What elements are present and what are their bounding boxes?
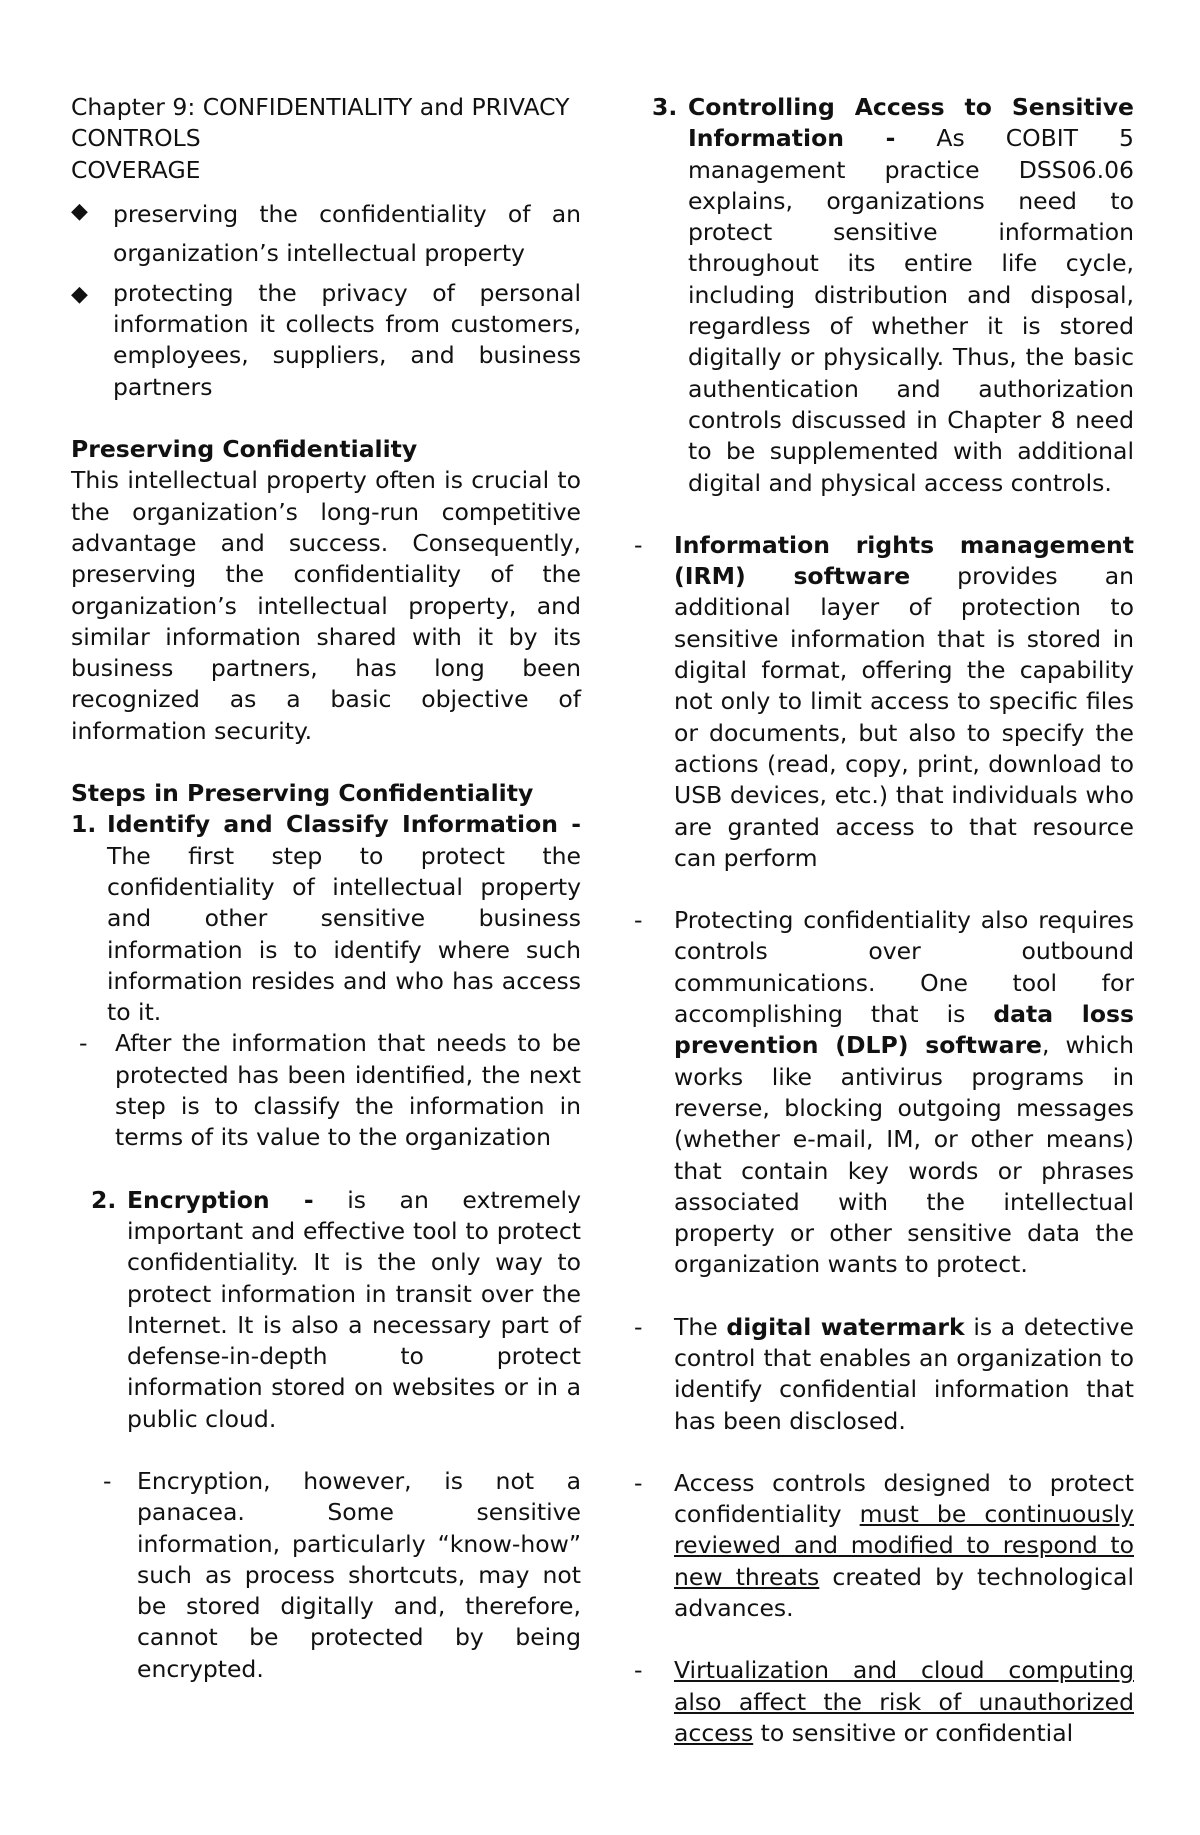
left-column [71,92,581,1685]
access-text-pre: Access controls designed to protect confidentiality [674,1468,1134,1529]
bullet-text: protecting the privacy of personal information it collects from customers, employees, suppliers, and business partners [113,278,581,401]
dash-bullet: - [634,906,643,935]
diamond-bullet-icon: ◆ [71,281,88,307]
step-number: 2. [91,1185,117,1214]
dash-bullet: - [634,1656,643,1685]
dash-bullet: - [79,1029,88,1058]
coverage-label: COVERAGE [71,155,201,184]
dash-item [634,1468,1134,1624]
bullet-text: preserving the confidentiality of an organization’s intellectual property [113,199,581,268]
watermark-text-pre: The [674,1312,718,1341]
step-item [71,809,581,1028]
access-underlined-text: must be continuously reviewed and modified to respond to new threats [674,1500,1134,1591]
dash-bullet: - [634,1468,643,1497]
dash-item [71,1466,581,1685]
dash-text: After the information that needs to be protected has been identified, the next step is to classify the information in terms of its value to the organization [115,1029,581,1152]
dlp-term: data loss prevention (DLP) software [674,1000,1134,1060]
step-text: is an extremely important and effective tool to protect confidentiality. It is the only way to protect information in transit over the Internet. It is also a necessary part of defense-in-depth to protect information stored on websites or in a public cloud. [127,1185,581,1433]
step-text: The first step to protect the confidentiality of intellectual property and other sensitive business information is to identify where such information resides and who has access to it. [107,841,581,1027]
irm-term: Information rights management (IRM) software [674,530,1134,591]
dash-text: Encryption, however, is not a panacea. Some sensitive information, particularly “know-how” such as process shortcuts, may not be stored digitally and, therefore, cannot be protected by being encrypted. [137,1466,581,1683]
virtualization-text-post: to sensitive or confidential [760,1718,1074,1747]
step-title: Identify and Classify Information - [107,810,581,839]
step-number: 1. [71,810,97,839]
dlp-text-post: , which works like antivirus programs in reverse, blocking outgoing messages (whether e-mail, IM, or other means) that contain key words or phrases associated with the intellectual property or other sensitive data the organization wants to protect. [674,1031,1135,1279]
step-number: 3. [652,93,678,121]
dash-item [634,1312,1134,1437]
watermark-text-post: is a detective control that enables an organization to identify confidential information that has been disclosed. [674,1312,1134,1435]
dash-item [634,1655,1134,1749]
step-title: Encryption - [127,1185,314,1214]
step-title: Controlling Access to Sensitive Information - [688,93,1134,153]
step-text: As COBIT 5 management practice DSS06.06 explains, organizations need to protect sensitive information throughout its entire life cycle, including distribution and disposal, regardless of whether it is stored digitally or physically. Thus, the basic authentication and authorization controls discussed in Chapter 8 need to be supplemented with additional digital and physical access controls. [688,124,1134,497]
dash-bullet: - [634,530,643,559]
section-heading: Steps in Preserving Confidentiality [71,779,534,808]
watermark-term: digital watermark [726,1312,965,1341]
dash-item [634,530,1134,874]
virtualization-underlined-text: Virtualization and cloud computing also affect the risk of unauthorized access [674,1656,1134,1747]
dash-bullet: - [634,1312,643,1341]
irm-text: provides an additional layer of protection to sensitive information that is stored in digital format, offering the capability not only to limit access to specific files or documents, but also to specify the actions (read, copy, print, download to USB devices, etc.) that individuals who are granted access to that resource can perform [674,562,1134,872]
access-text-post: created by technological advances. [674,1562,1134,1623]
section-heading: Preserving Confidentiality [71,435,418,464]
coverage-bullet [71,195,581,274]
section-paragraph: This intellectual property often is crucial to the organization’s long-run competitive advantage and success. Consequently, preserving the confidentiality of the organization’s intellectual property, and similar information shared with it by its business partners, has long been recognized as a basic objective of information security. [71,466,581,745]
step-item [652,92,1134,499]
chapter-title: Chapter 9: CONFIDENTIALITY and PRIVACY [71,93,570,121]
dlp-text-pre: Protecting confidentiality also requires controls over outbound communications. One tool for accomplishing that is [674,906,1134,1029]
dash-bullet: - [103,1466,112,1495]
dash-item [71,1028,581,1153]
coverage-bullet [71,278,581,403]
step-item [71,1185,581,1435]
diamond-bullet-icon: ◆ [71,198,88,224]
chapter-title-continued: CONTROLS [71,124,201,153]
dash-item [634,905,1135,1281]
right-column [634,92,1135,1749]
